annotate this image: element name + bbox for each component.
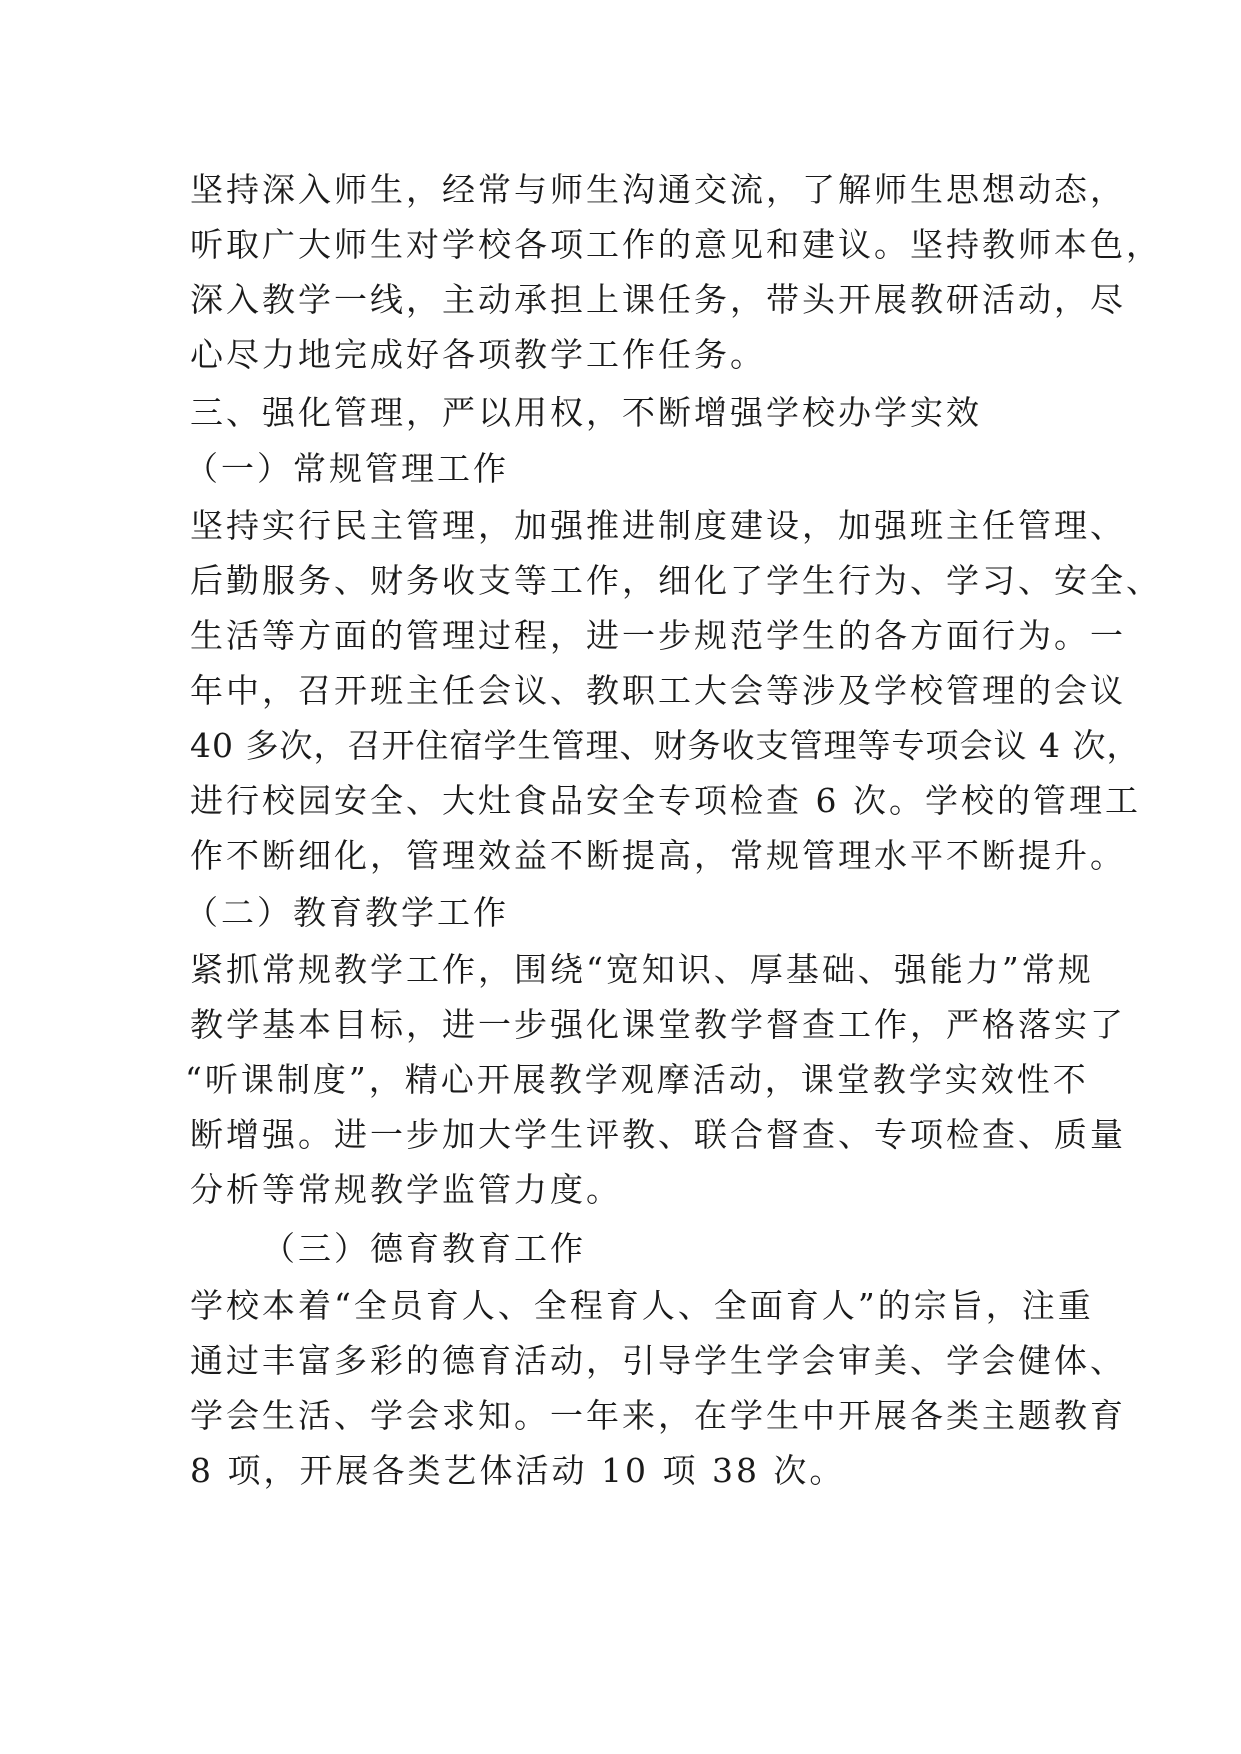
paragraph-line: 坚持深入师生，经常与师生沟通交流，了解师生思想动态，: [190, 170, 1126, 209]
paragraph-line: 教学基本目标，进一步强化课堂教学督查工作，严格落实了: [190, 1005, 1126, 1044]
paragraph-line: 生活等方面的管理过程，进一步规范学生的各方面行为。一: [190, 616, 1126, 655]
paragraph-line: 紧抓常规教学工作，围绕“宽知识、厚基础、强能力”常规: [190, 950, 1094, 989]
paragraph-line: 作不断细化，管理效益不断提高，常规管理水平不断提升。: [190, 836, 1126, 875]
paragraph-line: 心尽力地完成好各项教学工作任务。: [190, 335, 766, 374]
paragraph-line: 分析等常规教学监管力度。: [190, 1170, 622, 1209]
paragraph-line: 40 多次，召开住宿学生管理、财务收支管理等专项会议 4 次，: [190, 726, 1141, 765]
paragraph-line: 断增强。进一步加大学生评教、联合督查、专项检查、质量: [190, 1115, 1126, 1154]
paragraph-line: 听取广大师生对学校各项工作的意见和建议。坚持教师本色，: [190, 225, 1162, 264]
section-heading: 三、强化管理，严以用权，不断增强学校办学实效: [190, 393, 982, 432]
paragraph-line: 进行校园安全、大灶食品安全专项检查 6 次。学校的管理工: [190, 781, 1141, 820]
subsection-heading: （二）教育教学工作: [185, 893, 509, 932]
subsection-heading: （三）德育教育工作: [262, 1229, 586, 1268]
paragraph-line: 学会生活、学会求知。一年来，在学生中开展各类主题教育: [190, 1396, 1126, 1435]
paragraph-line: “听课制度”，精心开展教学观摩活动，课堂教学实效性不: [185, 1060, 1089, 1099]
paragraph-line: 深入教学一线，主动承担上课任务，带头开展教研活动，尽: [190, 280, 1126, 319]
paragraph-line: 8 项，开展各类艺体活动 10 项 38 次。: [190, 1451, 846, 1490]
paragraph-line: 坚持实行民主管理，加强推进制度建设，加强班主任管理、: [190, 506, 1126, 545]
paragraph-line: 年中，召开班主任会议、教职工大会等涉及学校管理的会议: [190, 671, 1126, 710]
subsection-heading: （一）常规管理工作: [185, 449, 509, 488]
paragraph-line: 后勤服务、财务收支等工作，细化了学生行为、学习、安全、: [190, 561, 1162, 600]
paragraph-line: 通过丰富多彩的德育活动，引导学生学会审美、学会健体、: [190, 1341, 1126, 1380]
paragraph-line: 学校本着“全员育人、全程育人、全面育人”的宗旨，注重: [190, 1286, 1094, 1325]
